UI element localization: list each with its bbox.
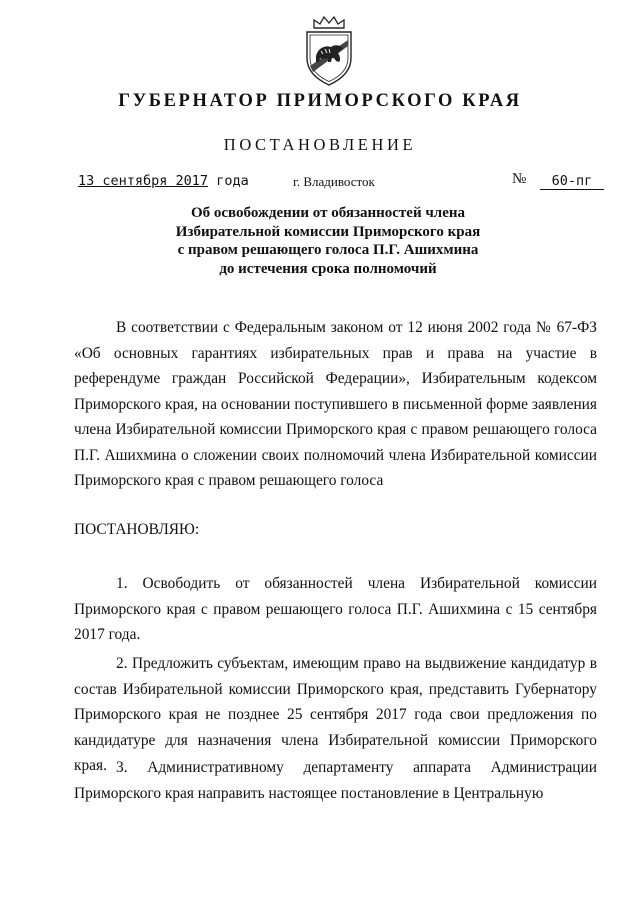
document-number: 60-пг xyxy=(540,173,604,190)
number-sign: № xyxy=(512,171,527,187)
document-date xyxy=(78,173,249,189)
coat-of-arms-icon xyxy=(298,14,360,88)
preamble-paragraph: В соответствии с Федеральным законом от 12 июня 2002 года № 67-ФЗ «Об основных гарантиях избирательных прав и права на участие в референдуме граждан Российской Федерации», Избирательным кодексом Приморского края, на основании поступившего в письменной форме заявления члена Избирательной комиссии Приморского края с правом решающего голоса П.Г. Ашихмина о сложении своих полномочий члена Избирательной комиссии Приморского края с правом решающего голоса xyxy=(74,319,597,489)
title-line: с правом решающего голоса П.Г. Ашихмина xyxy=(177,242,479,258)
issuing-authority: ГУБЕРНАТОР ПРИМОРСКОГО КРАЯ xyxy=(118,91,522,111)
title-line: до истечения срока полномочий xyxy=(219,260,437,277)
document-type: ПОСТАНОВЛЕНИЕ xyxy=(223,135,417,154)
item-paragraph-1: 1. Освободить от обязанностей члена Избирательной комиссии Приморского края с правом решающего голоса П.Г. Ашихмина с 15 сентября 2017 года. xyxy=(74,575,597,643)
title-line: Об освобождении от обязанностей члена xyxy=(190,205,466,221)
title-line: Избирательной комиссии Приморского края xyxy=(175,223,481,240)
item-paragraph-3: 3. Административному департаменту аппарата Администрации Приморского края направить настоящее постановление в Центральную xyxy=(74,759,597,802)
item-paragraph-2: 2. Предложить субъектам, имеющим право на выдвижение кандидатур в состав Избирательной комиссии Приморского края, представить Губернатору Приморского края не позднее 25 сентября 2017 года свои предложения по кандидатуре для назначения члена Избирательной комиссии Приморского края. xyxy=(74,655,597,774)
date-value: 13 сентября 2017 xyxy=(78,173,209,189)
document-title xyxy=(0,204,640,278)
decree-heading: ПОСТАНОВЛЯЮ: xyxy=(74,521,200,538)
date-suffix: года xyxy=(216,173,249,189)
document-city: г. Владивосток xyxy=(293,174,375,189)
